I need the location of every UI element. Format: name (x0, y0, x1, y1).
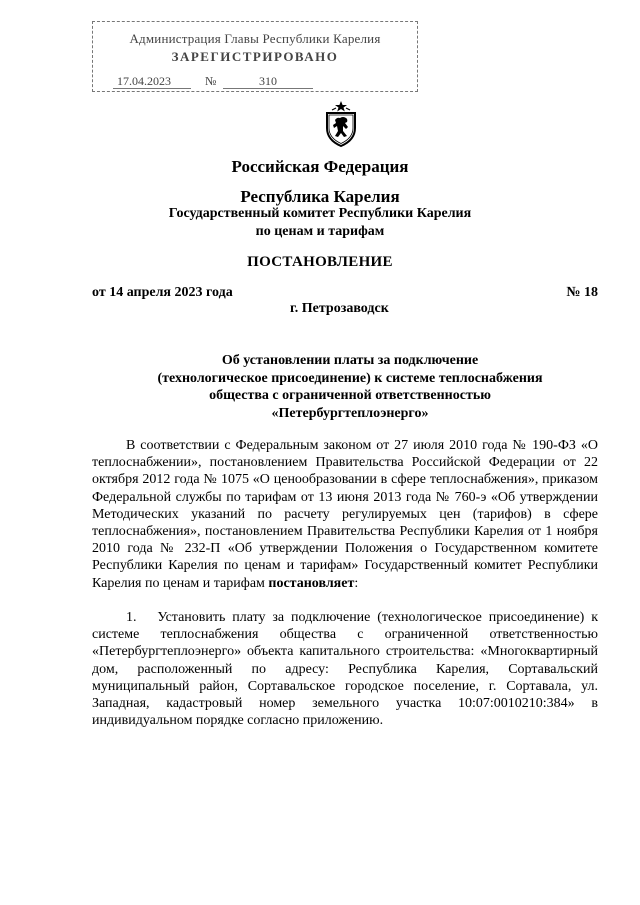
preamble-end: : (354, 575, 359, 591)
coat-of-arms-icon (324, 100, 358, 148)
committee-heading-line1: Государственный комитет Республики Карелия (168, 206, 472, 221)
stamp-number: 310 (259, 74, 277, 88)
stamp-date-underline (113, 88, 191, 89)
title-line: общества с ограниченной ответственностью (209, 388, 491, 403)
stamp-authority: Администрация Главы Республики Карелия (129, 31, 381, 46)
stamp-registered: ЗАРЕГИСТРИРОВАНО (171, 49, 339, 64)
clause-1-paragraph: 1. Установить плату за подключение (технологическое присоединение) к системе теплоснабжения общества с ограниченной ответственностью «Петербургтеплоэнерго» объекта капитального строительства: «Многоквартирный дом, расположенный по адресу: Республика Карелия, Сортавальский муниципальный район, Сортавальское городское поселение, г. Сортавала, ул. Западная, кадастровый номер земельного участка 10:07:0010210:384» в индивидуальном порядке согласно приложению. (92, 610, 598, 729)
stamp-date: 17.04.2023 (117, 74, 171, 88)
registration-stamp (92, 21, 418, 92)
document-date: от 14 апреля 2023 года (92, 285, 233, 300)
preamble-paragraph (92, 437, 598, 592)
document-type: ПОСТАНОВЛЕНИЕ (247, 254, 393, 270)
title-line: (технологическое присоединение) к системе теплоснабжения (157, 370, 543, 386)
stamp-number-underline (223, 88, 313, 89)
republic-heading: Республика Карелия (240, 187, 400, 206)
country-heading: Российская Федерация (231, 157, 409, 176)
committee-heading-line2: по ценам и тарифам (255, 224, 385, 239)
stamp-number-label: № (205, 74, 217, 88)
document-city: г. Петрозаводск (290, 301, 389, 316)
document-title (120, 352, 580, 422)
preamble-text: В соответствии с Федеральным законом от 27 июля 2010 года № 190-ФЗ «О теплоснабжении», постановлением Правительства Российской Федерации от 22 октября 2012 года № 1075 «О ценообразовании в сфере теплоснабжения», приказом Федеральной службы по тарифам от 13 июня 2013 года № 760-э «Об утверждении Методических указаний по расчету регулируемых цен (тарифов) в сфере теплоснабжения», постановлением Правительства Республики Карелия от 1 ноября 2010 года № 232-П «Об утверждении Положения о Государственном комитете Республики Карелия по ценам и тарифам» Государственный комитет Республики Карелия по ценам и тарифам (92, 438, 598, 591)
decree-keyword: постановляет (268, 575, 355, 591)
title-line: Об установлении платы за подключение (221, 353, 479, 368)
document-number: № 18 (566, 285, 598, 300)
title-line: «Петербургтеплоэнерго» (271, 405, 429, 421)
